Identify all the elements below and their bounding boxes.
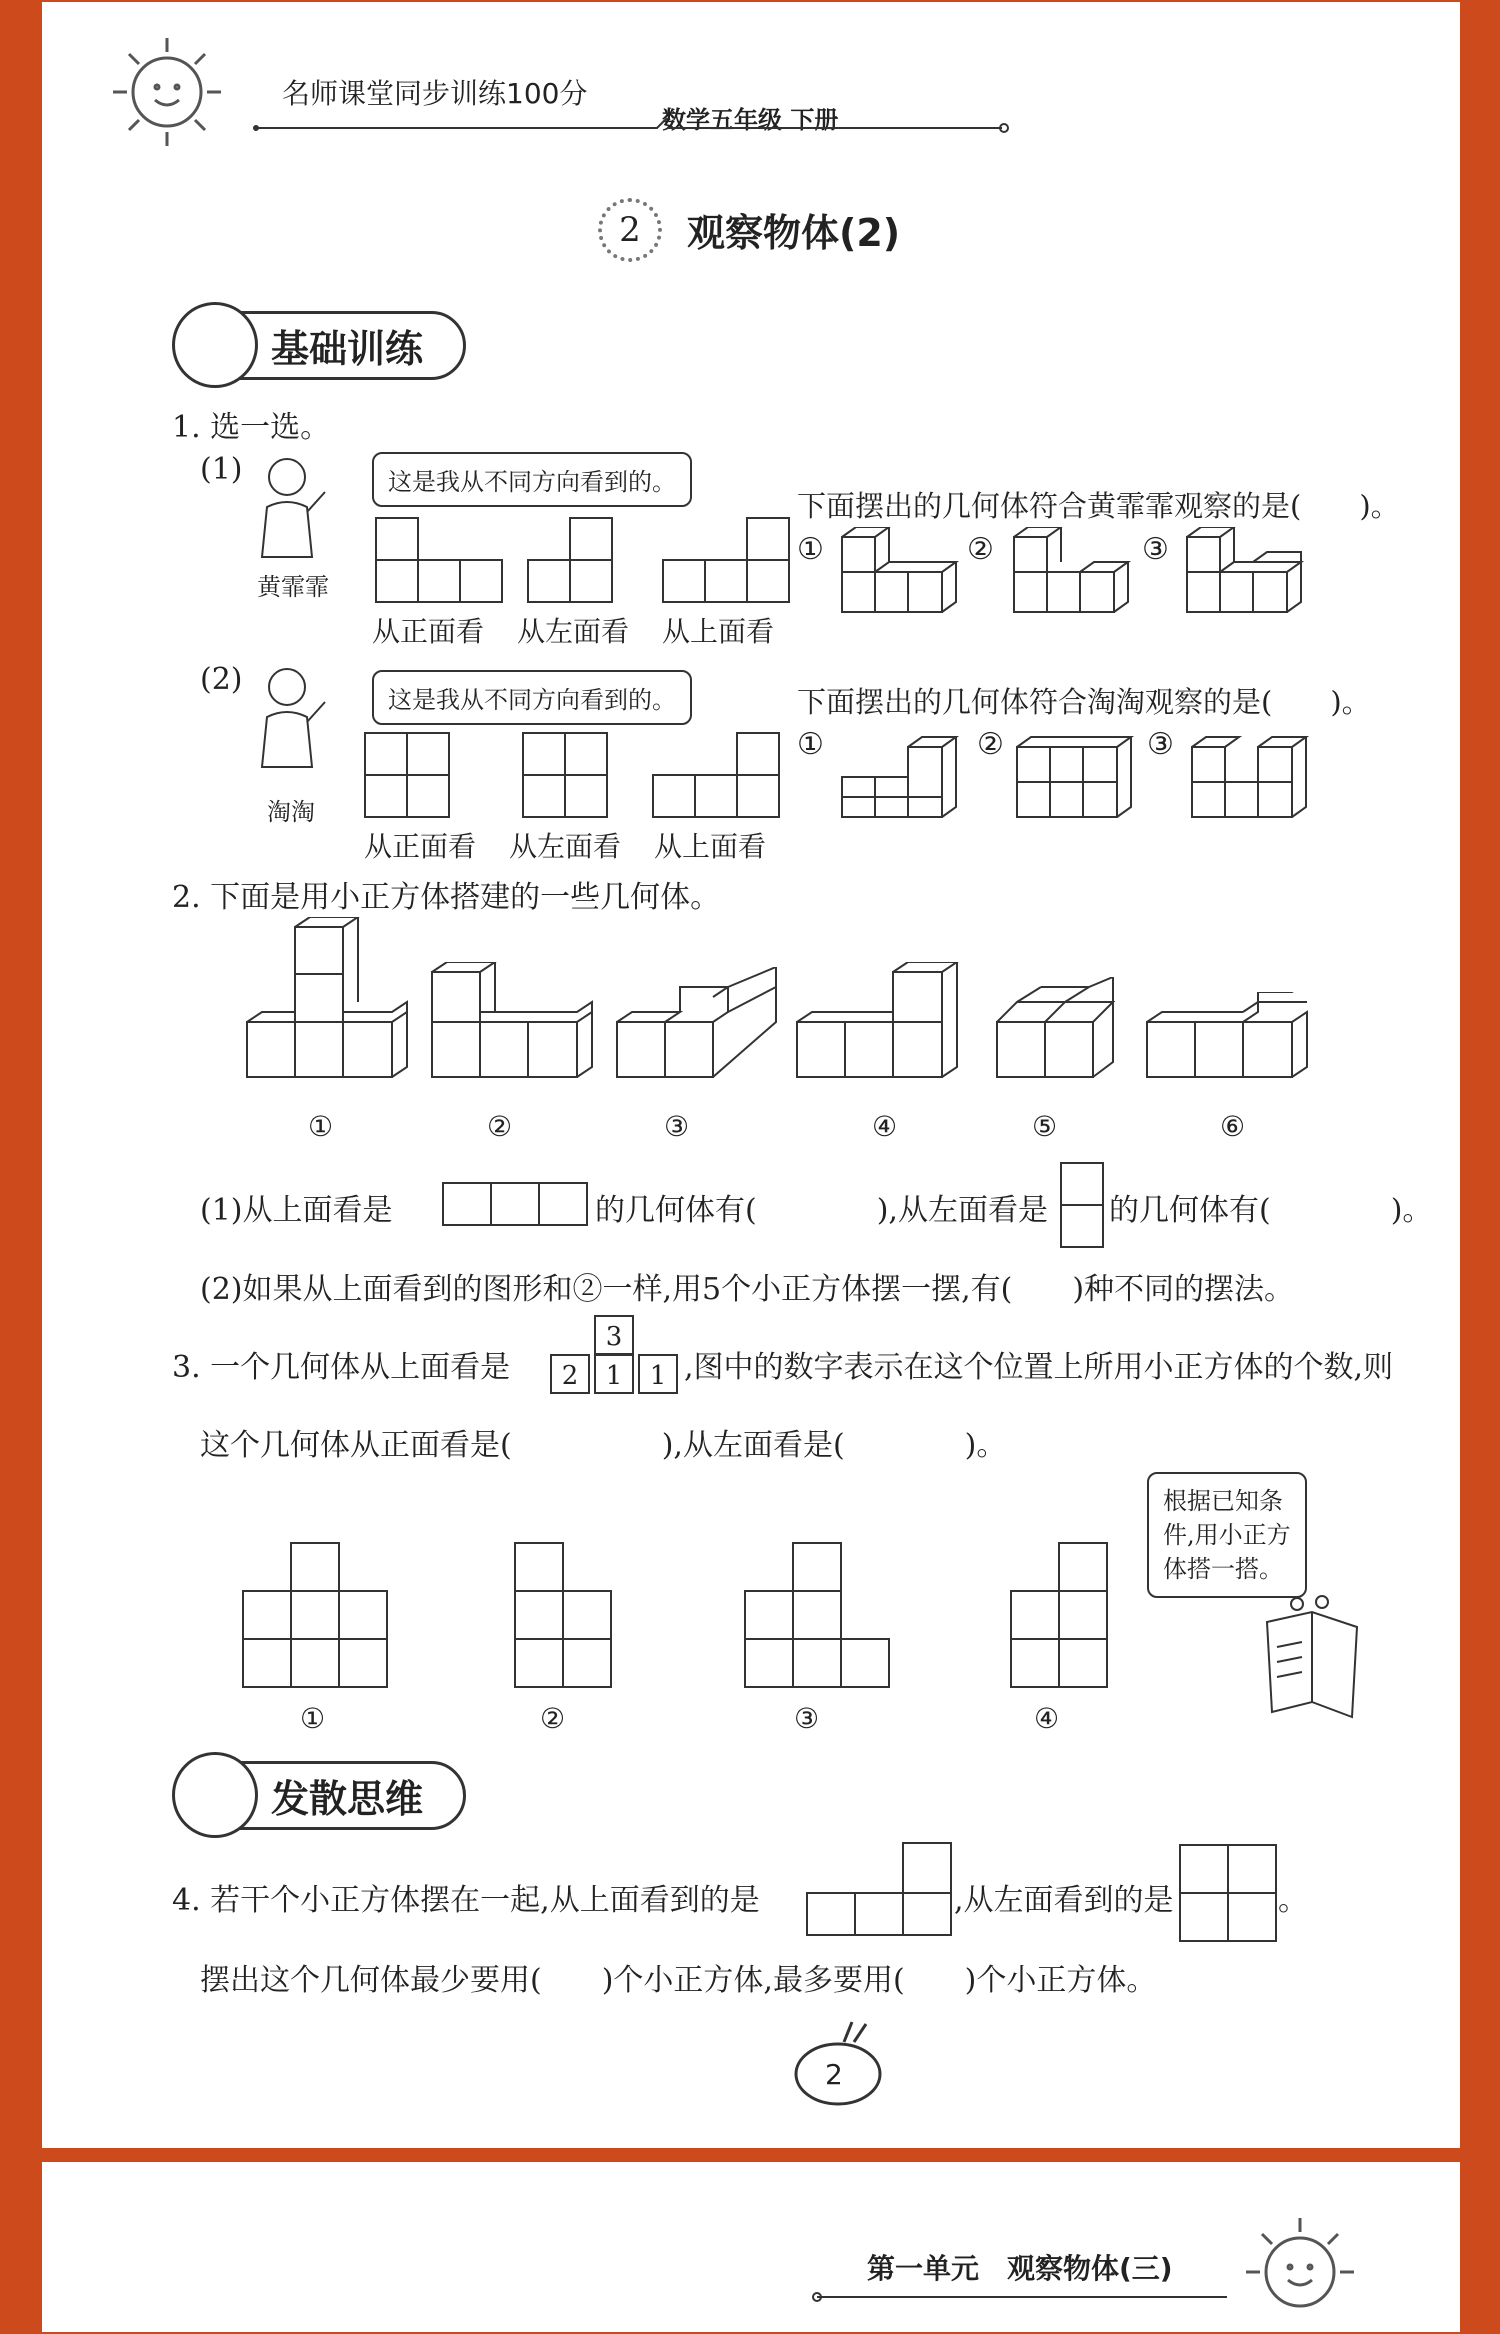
next-page-rule <box>812 2287 1232 2307</box>
q3-option-label: ③ <box>794 1702 820 1735</box>
q2-solid-6 <box>1142 992 1312 1092</box>
q2-solid-2 <box>427 962 597 1092</box>
lesson-number-badge: 2 <box>598 198 662 262</box>
q1p2-prompt: 下面摆出的几何体符合淘淘观察的是( )。 <box>797 685 1371 719</box>
q1p2-view-label: 从正面看 <box>364 830 477 863</box>
girl-avatar-icon <box>172 302 258 388</box>
q1p1-name: 黄霏霏 <box>257 573 329 601</box>
section-badge-divergent: 发散思维 <box>172 1752 466 1838</box>
q1p2-option-solid-2 <box>1007 717 1147 832</box>
q3-row-number: 1 <box>594 1354 634 1394</box>
q2-solid-4 <box>792 962 962 1092</box>
q1p1-option-solid-2 <box>1004 527 1144 627</box>
q1p1-prompt: 下面摆出的几何体符合黄霏霏观察的是( )。 <box>797 489 1400 523</box>
series-title: 名师课堂同步训练100分 <box>282 77 588 110</box>
q4-text: 。 <box>1278 1883 1308 1918</box>
q1p1-view-label: 从左面看 <box>517 615 630 648</box>
section-badge-basic: 基础训练 <box>172 302 466 388</box>
boy-figure-icon <box>247 662 327 777</box>
q2-shape-label: ① <box>308 1110 334 1143</box>
q2-solid-3 <box>612 967 782 1092</box>
q1p2-option-label: ① <box>797 727 824 762</box>
lesson-title: 观察物体(2) <box>687 211 901 255</box>
next-page-preview <box>40 2160 1462 2334</box>
q1p1-view-label: 从上面看 <box>662 615 775 648</box>
q1-label: 1. 选一选。 <box>172 410 331 445</box>
q3-option-label: ② <box>540 1702 566 1735</box>
q3-option-label: ④ <box>1034 1702 1060 1735</box>
q1p2-num: (2) <box>200 662 243 697</box>
q2-shape-label: ② <box>487 1110 513 1143</box>
q2-label: 2. 下面是用小正方体搭建的一些几何体。 <box>172 880 721 915</box>
q1p1-option-solid-1 <box>832 527 972 627</box>
q2-sub1-text: 的几何体有( )。 <box>1109 1193 1433 1228</box>
q1p2-view-label: 从左面看 <box>509 830 622 863</box>
q2-shape-label: ③ <box>664 1110 690 1143</box>
book-mascot-icon <box>1257 1592 1367 1732</box>
q1p2-option-label: ② <box>977 727 1004 762</box>
q1p1-num: (1) <box>200 452 243 487</box>
q1p2-name: 淘淘 <box>267 798 315 826</box>
q1p1-option-label: ② <box>967 532 994 567</box>
q1p1-option-solid-3 <box>1177 527 1317 627</box>
q3-text: 3. 一个几何体从上面看是 <box>172 1350 511 1385</box>
q2-shape-label: ⑤ <box>1032 1110 1058 1143</box>
next-page-unit-title: 第一单元 观察物体(三) <box>867 2252 1173 2285</box>
q3-row-number: 1 <box>638 1354 678 1394</box>
q2-sub2-text: (2)如果从上面看到的图形和②一样,用5个小正方体摆一摆,有( )种不同的摆法。 <box>200 1272 1295 1307</box>
q1p1-view-label: 从正面看 <box>372 615 485 648</box>
q1p1-speech-bubble: 这是我从不同方向看到的。 <box>372 452 692 507</box>
q1p1-option-label: ③ <box>1142 532 1169 567</box>
q3-text: ,图中的数字表示在这个位置上所用小正方体的个数,则 <box>684 1350 1394 1385</box>
q2-sub1-text: 的几何体有( ),从左面看是 <box>595 1193 1048 1228</box>
q2-shape-label: ⑥ <box>1220 1110 1246 1143</box>
q4-text: 4. 若干个小正方体摆在一起,从上面看到的是 <box>172 1883 760 1918</box>
sun-icon <box>1240 2212 1360 2332</box>
q1p1-option-label: ① <box>797 532 824 567</box>
q2-sub1-text: (1)从上面看是 <box>200 1193 393 1228</box>
q3-row-number: 2 <box>550 1354 590 1394</box>
grade-label: 数学五年级 下册 <box>662 106 839 134</box>
q4-text: ,从左面看到的是 <box>954 1883 1174 1918</box>
sun-icon <box>107 32 227 152</box>
page-number-snail-icon <box>782 2002 902 2112</box>
q3-top-number: 3 <box>594 1315 634 1355</box>
q3-tip-bubble: 根据已知条 件,用小正方 体搭一搭。 <box>1147 1472 1307 1598</box>
q1p2-option-solid-3 <box>1182 717 1322 832</box>
page-number: 2 <box>825 2058 843 2091</box>
q2-solid-1 <box>242 917 412 1092</box>
girl-avatar-icon <box>172 1752 258 1838</box>
q1p2-view-label: 从上面看 <box>654 830 767 863</box>
boy-figure-icon <box>247 452 327 562</box>
q3-text-line2: 这个几何体从正面看是( ),从左面看是( )。 <box>200 1428 1007 1463</box>
q1p2-speech-bubble: 这是我从不同方向看到的。 <box>372 670 692 725</box>
q2-solid-5 <box>987 977 1117 1092</box>
q4-text-line2: 摆出这个几何体最少要用( )个小正方体,最多要用( )个小正方体。 <box>200 1963 1157 1998</box>
q1p2-option-solid-1 <box>832 717 972 832</box>
q3-option-label: ① <box>300 1702 326 1735</box>
q2-shape-label: ④ <box>872 1110 898 1143</box>
worksheet-page <box>40 0 1462 2150</box>
header-rule <box>252 110 1012 140</box>
q1p2-option-label: ③ <box>1147 727 1174 762</box>
